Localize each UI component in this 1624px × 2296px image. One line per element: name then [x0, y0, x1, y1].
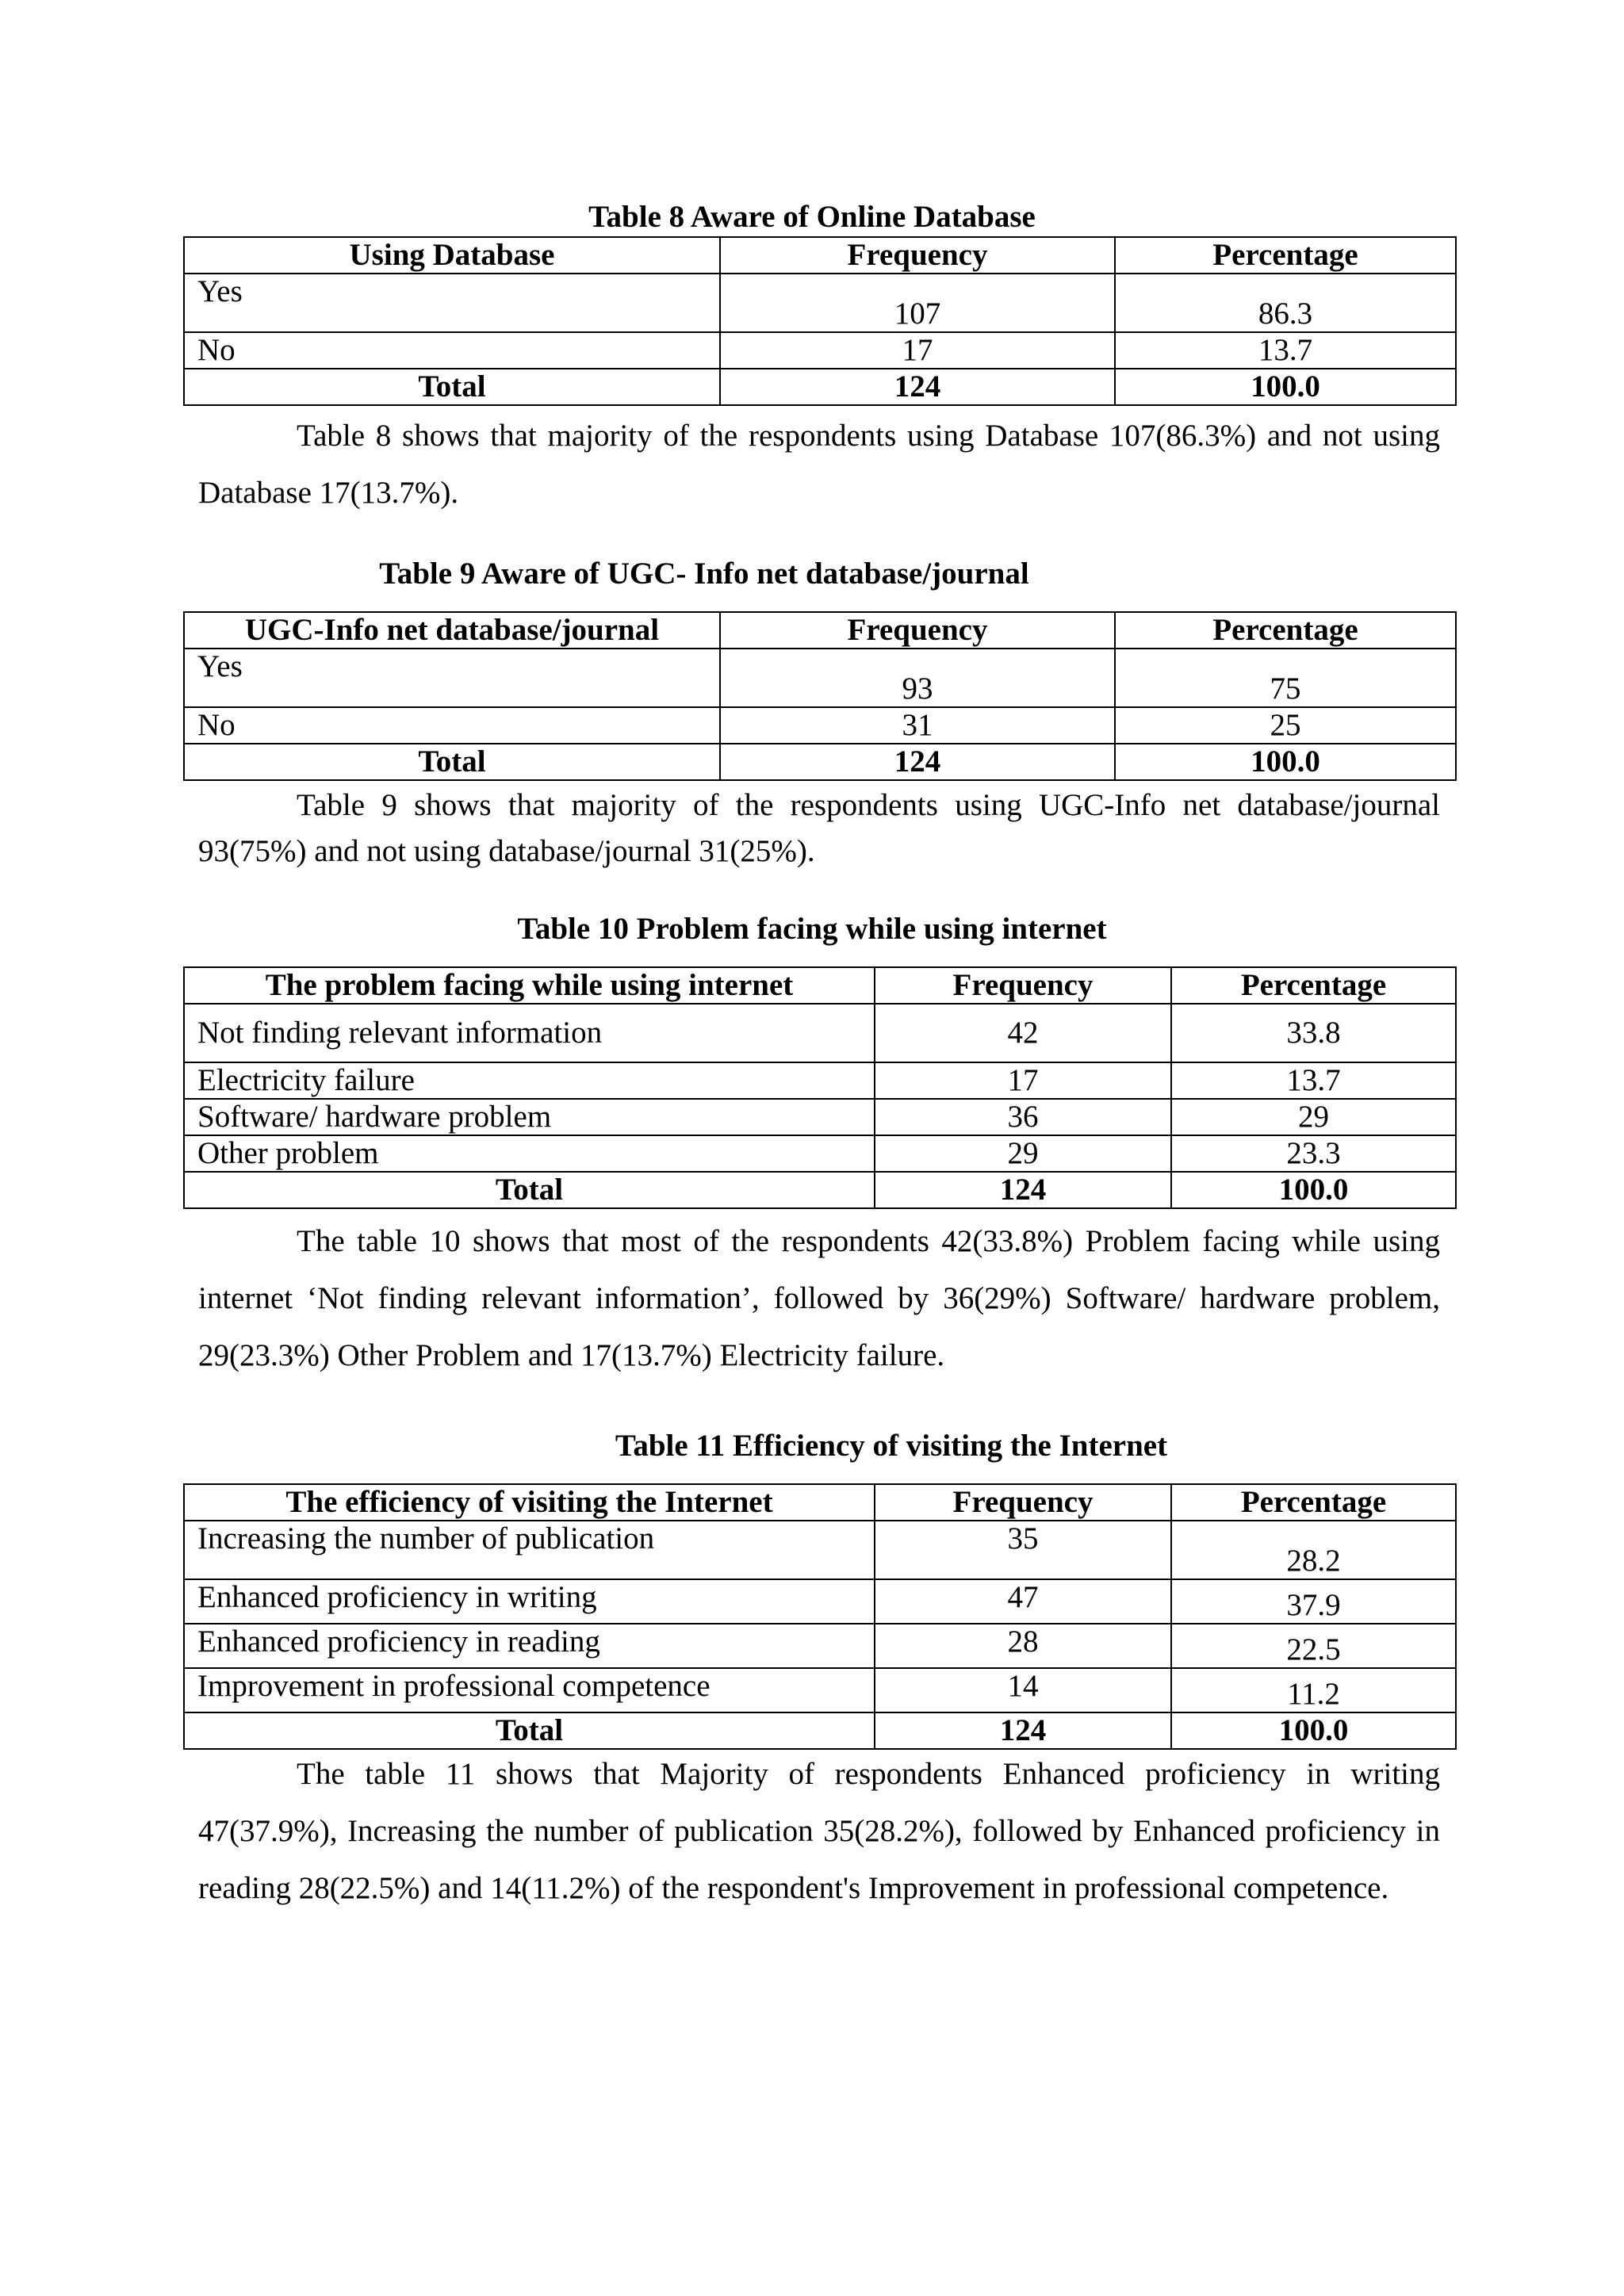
table-row — [184, 707, 1456, 744]
percentage-cell: 23.3 — [1171, 1135, 1456, 1172]
total-row — [184, 1172, 1456, 1208]
frequency-cell: 31 — [720, 707, 1115, 744]
row-label: Software/ hardware problem — [184, 1099, 875, 1135]
table-11-title: Table 11 Efficiency of visiting the Internet — [615, 1429, 1168, 1463]
column-header: Percentage — [1115, 237, 1456, 274]
row-label: Not finding relevant information — [184, 1004, 875, 1062]
percentage-cell: 13.7 — [1171, 1062, 1456, 1099]
table-row — [184, 1135, 1456, 1172]
column-header: Frequency — [875, 1484, 1171, 1521]
frequency-cell: 93 — [720, 649, 1115, 707]
total-label: Total — [184, 1712, 875, 1749]
column-header: Percentage — [1115, 612, 1456, 649]
row-label: No — [184, 332, 720, 369]
total-label: Total — [184, 1172, 875, 1208]
table-11 — [183, 1483, 1457, 1750]
table-row — [184, 1004, 1456, 1062]
total-percentage: 100.0 — [1115, 744, 1456, 780]
total-label: Total — [184, 369, 720, 405]
table-row — [184, 1668, 1456, 1712]
table-row — [184, 1579, 1456, 1624]
column-header: The problem facing while using internet — [184, 967, 875, 1004]
percentage-cell: 13.7 — [1115, 332, 1456, 369]
total-frequency: 124 — [875, 1712, 1171, 1749]
table-row — [184, 332, 1456, 369]
total-row — [184, 1712, 1456, 1749]
row-label: Yes — [184, 649, 720, 707]
percentage-cell: 86.3 — [1115, 274, 1456, 332]
row-label: Other problem — [184, 1135, 875, 1172]
table-10 — [183, 966, 1457, 1209]
total-row — [184, 369, 1456, 405]
percentage-cell: 75 — [1115, 649, 1456, 707]
table-9-description: Table 9 shows that majority of the respondents using UGC-Info net database/journal 93(75%) and not using database/journal 31(25%). — [198, 788, 1440, 868]
table-row — [184, 1099, 1456, 1135]
percentage-cell: 25 — [1115, 707, 1456, 744]
table-8-description: Table 8 shows that majority of the respondents using Database 107(86.3%) and not using Database 17(13.7%). — [198, 419, 1440, 510]
column-header: Frequency — [720, 237, 1115, 274]
table-row — [184, 274, 1456, 332]
frequency-cell: 17 — [720, 332, 1115, 369]
table-header-row — [184, 967, 1456, 1004]
total-percentage: 100.0 — [1115, 369, 1456, 405]
percentage-cell: 37.9 — [1171, 1579, 1456, 1624]
row-label: Enhanced proficiency in reading — [184, 1624, 875, 1668]
row-label: Increasing the number of publication — [184, 1521, 875, 1579]
row-label: Yes — [184, 274, 720, 332]
table-11-description: The table 11 shows that Majority of respondents Enhanced proficiency in writing 47(37.9%), Increasing the number of publication 35(28.2%), followed by Enhanced proficiency in reading 28(22.5%) and 14(11.2%) of the respondent's Improvement in professional competence. — [198, 1757, 1440, 1905]
frequency-cell: 28 — [875, 1624, 1171, 1668]
column-header: Using Database — [184, 237, 720, 274]
column-header: UGC-Info net database/journal — [184, 612, 720, 649]
table-row — [184, 1624, 1456, 1668]
row-label: No — [184, 707, 720, 744]
percentage-cell: 33.8 — [1171, 1004, 1456, 1062]
frequency-cell: 14 — [875, 1668, 1171, 1712]
table-8-title: Table 8 Aware of Online Database — [588, 200, 1036, 234]
percentage-cell: 28.2 — [1171, 1521, 1456, 1579]
total-percentage: 100.0 — [1171, 1712, 1456, 1749]
table-10-title: Table 10 Problem facing while using internet — [517, 912, 1107, 946]
total-percentage: 100.0 — [1171, 1172, 1456, 1208]
total-row — [184, 744, 1456, 780]
column-header: Percentage — [1171, 1484, 1456, 1521]
row-label: Improvement in professional competence — [184, 1668, 875, 1712]
table-8 — [183, 236, 1457, 406]
frequency-cell: 36 — [875, 1099, 1171, 1135]
frequency-cell: 17 — [875, 1062, 1171, 1099]
column-header: Frequency — [720, 612, 1115, 649]
total-frequency: 124 — [875, 1172, 1171, 1208]
table-9 — [183, 611, 1457, 781]
total-frequency: 124 — [720, 744, 1115, 780]
table-header-row — [184, 237, 1456, 274]
frequency-cell: 29 — [875, 1135, 1171, 1172]
frequency-cell: 42 — [875, 1004, 1171, 1062]
table-header-row — [184, 612, 1456, 649]
table-row — [184, 1521, 1456, 1579]
percentage-cell: 29 — [1171, 1099, 1456, 1135]
row-label: Enhanced proficiency in writing — [184, 1579, 875, 1624]
table-10-description: The table 10 shows that most of the respondents 42(33.8%) Problem facing while using internet ‘Not finding relevant information’, followed by 36(29%) Software/ hardware problem, 29(23.3%) Other Problem and 17(13.7%) Electricity failure. — [198, 1224, 1440, 1372]
column-header: Frequency — [875, 967, 1171, 1004]
percentage-cell: 22.5 — [1171, 1624, 1456, 1668]
column-header: Percentage — [1171, 967, 1456, 1004]
frequency-cell: 107 — [720, 274, 1115, 332]
row-label: Electricity failure — [184, 1062, 875, 1099]
frequency-cell: 47 — [875, 1579, 1171, 1624]
percentage-cell: 11.2 — [1171, 1668, 1456, 1712]
table-9-title: Table 9 Aware of UGC- Info net database/journal — [379, 557, 1029, 591]
column-header: The efficiency of visiting the Internet — [184, 1484, 875, 1521]
total-frequency: 124 — [720, 369, 1115, 405]
table-row — [184, 649, 1456, 707]
table-row — [184, 1062, 1456, 1099]
frequency-cell: 35 — [875, 1521, 1171, 1579]
table-header-row — [184, 1484, 1456, 1521]
total-label: Total — [184, 744, 720, 780]
